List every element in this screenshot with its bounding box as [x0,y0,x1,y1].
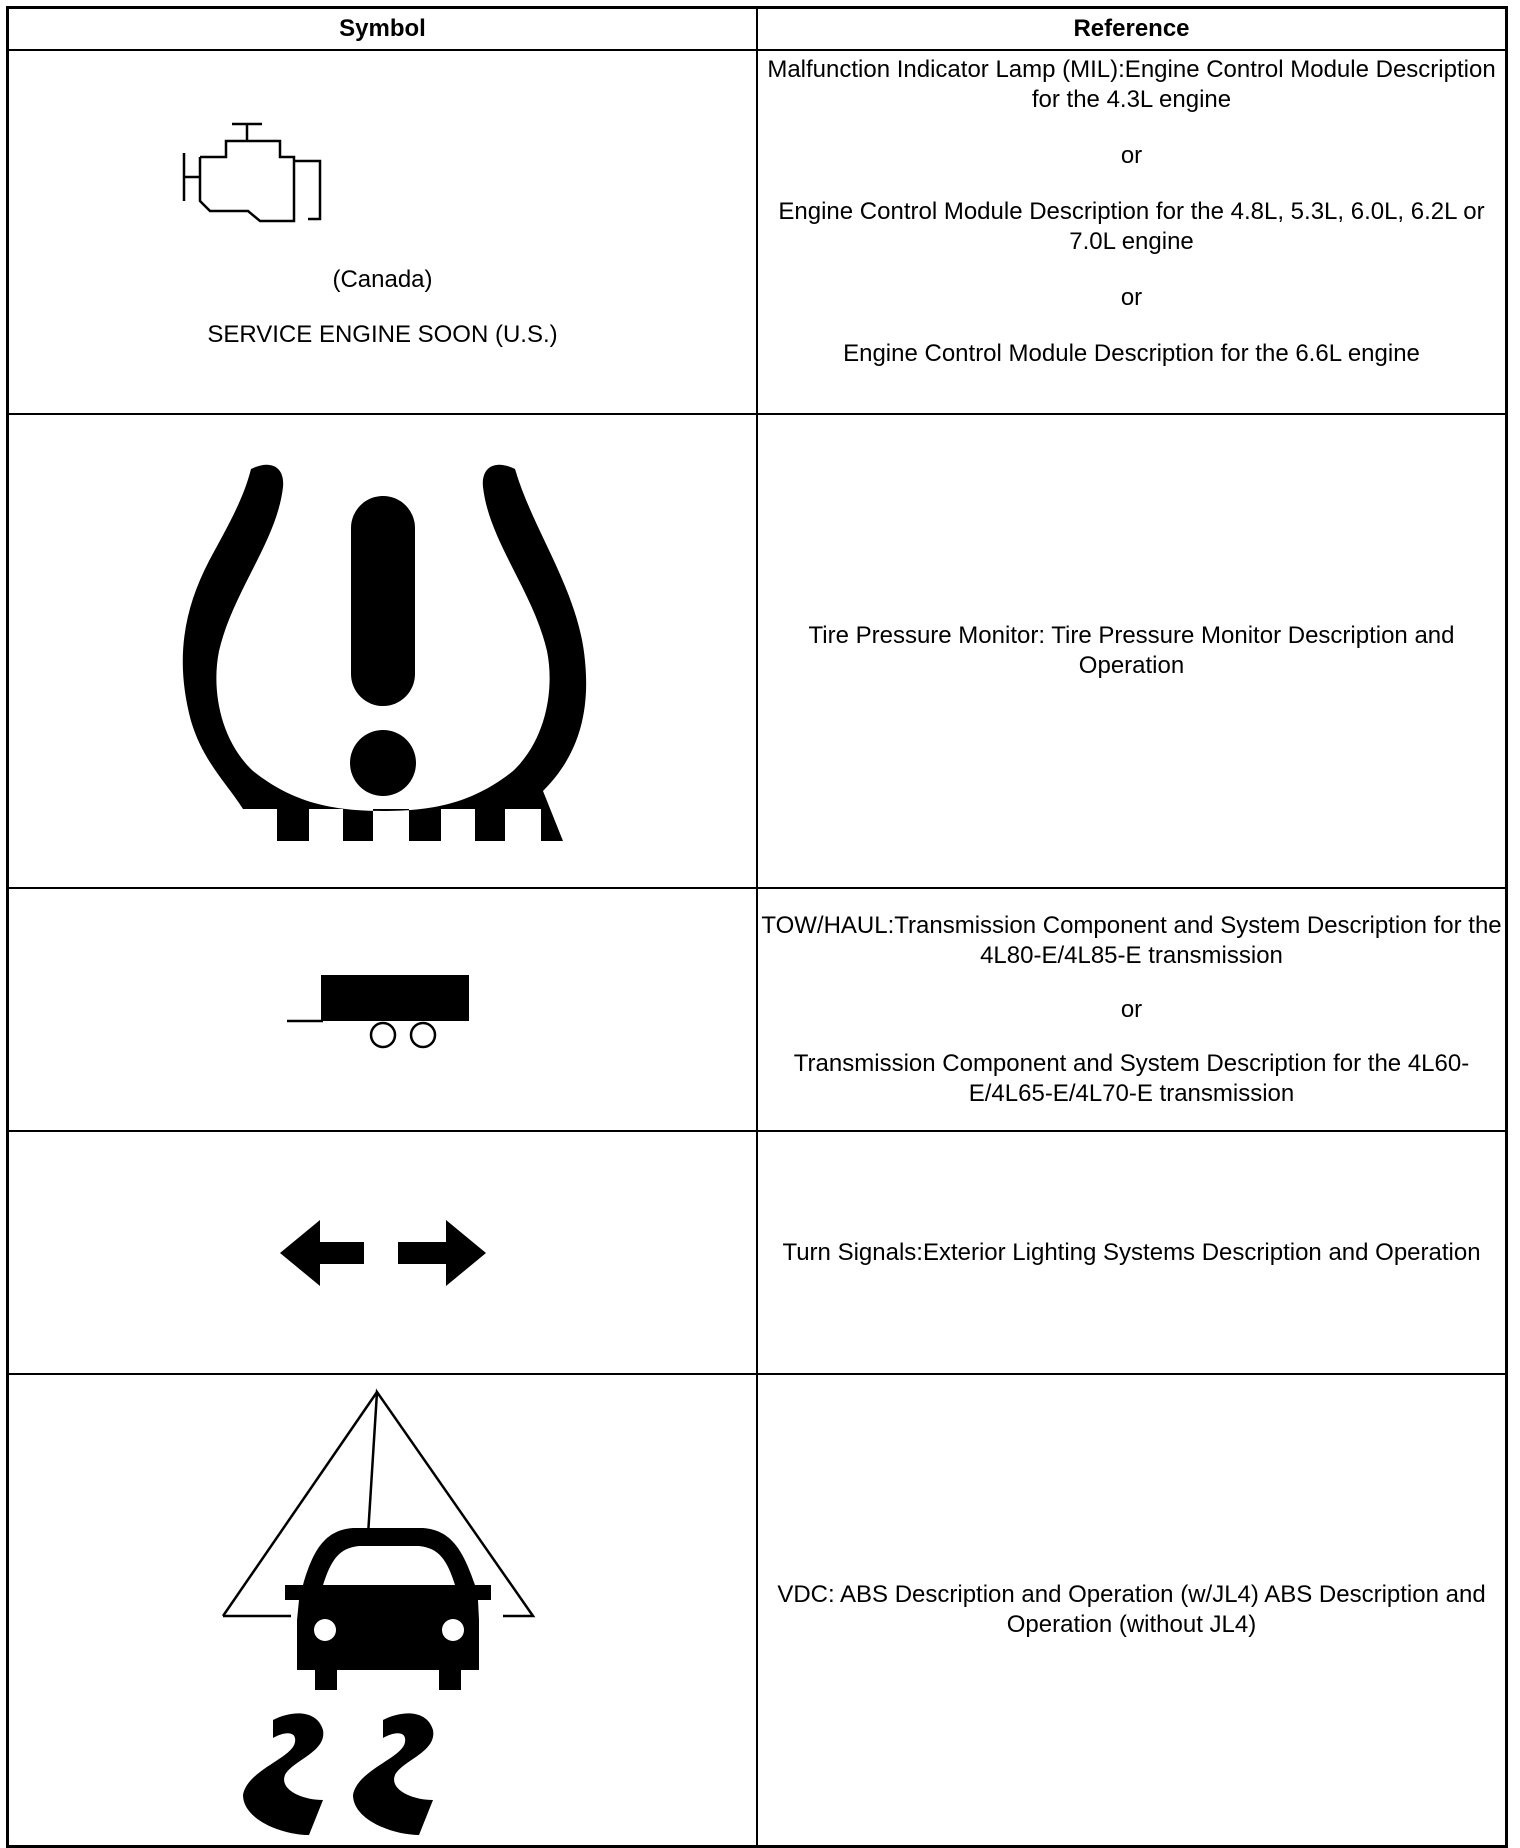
tow-haul-trailer-icon [283,965,483,1055]
symbol-cell [8,50,758,414]
symbol-caption-us: SERVICE ENGINE SOON (U.S.) [207,321,558,348]
reference-cell [757,50,1507,414]
symbol-cell [8,414,758,888]
tire-pressure-warning-icon [173,441,593,861]
table-row [8,50,1507,414]
header-reference: Reference [757,8,1507,51]
reference-text: TOW/HAUL:Transmission Component and System Description for the 4L80-E/4L85-E transmission [761,911,1502,969]
symbol-cell [8,888,758,1131]
reference-text: Engine Control Module Description for the 6.6L engine [843,340,1420,367]
reference-text: Transmission Component and System Description for the 4L60-E/4L65-E/4L70-E transmission [793,1049,1470,1107]
reference-text: Malfunction Indicator Lamp (MIL):Engine Control Module Description for the 4.3L engine [767,56,1496,113]
reference-cell [757,1374,1507,1846]
reference-text: VDC: ABS Description and Operation (w/JL4) ABS Description and Operation (without JL4) [777,1580,1486,1638]
reference-cell [757,1131,1507,1374]
symbol-caption-canada: (Canada) [332,266,433,293]
table-row [8,414,1507,888]
turn-signal-arrows-icon [278,1218,488,1288]
symbol-reference-table [6,6,1508,1848]
reference-or: or [1120,142,1143,169]
vehicle-stability-skid-icon [213,1380,553,1840]
table-row [8,1131,1507,1374]
check-engine-icon [170,121,330,231]
table-row [8,888,1507,1131]
table-header-row [8,8,1507,51]
table-row [8,1374,1507,1846]
reference-text: Engine Control Module Description for the 4.8L, 5.3L, 6.0L, 6.2L or 7.0L engine [778,198,1485,255]
reference-text: Turn Signals:Exterior Lighting Systems Description and Operation [782,1238,1481,1266]
reference-cell [757,888,1507,1131]
symbol-cell [8,1374,758,1846]
header-symbol: Symbol [8,8,758,51]
reference-or: or [1120,995,1143,1023]
symbol-cell [8,1131,758,1374]
reference-or: or [1120,284,1143,311]
reference-text: Tire Pressure Monitor: Tire Pressure Monitor Description and Operation [808,622,1455,679]
reference-cell [757,414,1507,888]
